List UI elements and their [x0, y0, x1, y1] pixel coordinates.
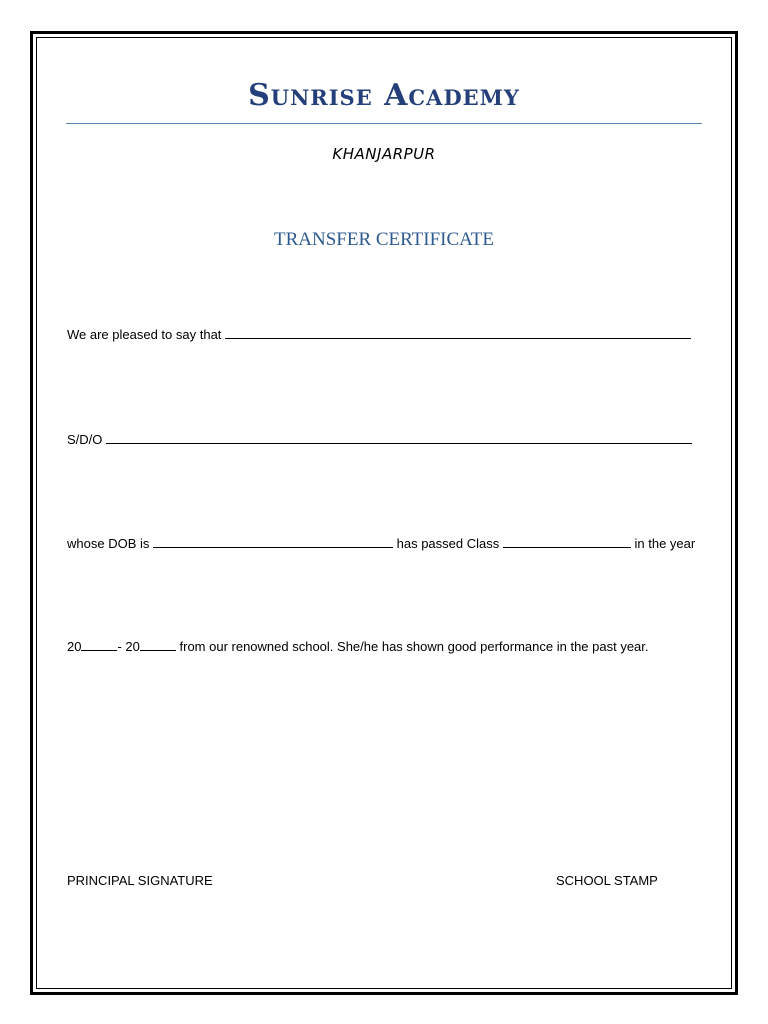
- principal-signature-label: PRINCIPAL SIGNATURE: [67, 873, 213, 888]
- year-start-prefix: 20: [67, 639, 82, 654]
- class-label: has passed Class: [396, 536, 500, 551]
- year-end-blank[interactable]: [140, 638, 176, 651]
- student-name-blank[interactable]: [225, 326, 691, 339]
- page-border-inner: [36, 37, 732, 989]
- statement-line-parent: [67, 431, 692, 447]
- academy-name: Sunrise Academy: [248, 78, 520, 113]
- statement-line-dob-class: [67, 535, 695, 551]
- dob-label: whose DOB is: [67, 536, 150, 551]
- year-label: in the year: [634, 536, 696, 551]
- class-blank[interactable]: [503, 535, 631, 548]
- certificate-title: TRANSFER CERTIFICATE: [273, 229, 495, 250]
- year-end-prefix: - 20: [117, 639, 140, 654]
- year-start-blank[interactable]: [81, 638, 117, 651]
- parent-label: S/D/O: [67, 432, 103, 447]
- statement-line-year: [67, 638, 649, 654]
- statement-line-name: [67, 326, 691, 342]
- dob-blank[interactable]: [153, 535, 393, 548]
- performance-text: from our renowned school. She/he has shown good performance in the past year.: [179, 639, 649, 654]
- parent-name-blank[interactable]: [106, 431, 692, 444]
- header-divider: [66, 123, 702, 124]
- school-stamp-label: SCHOOL STAMP: [556, 873, 658, 888]
- statement-label: We are pleased to say that: [67, 327, 222, 342]
- academy-location: KHANJARPUR: [332, 145, 436, 163]
